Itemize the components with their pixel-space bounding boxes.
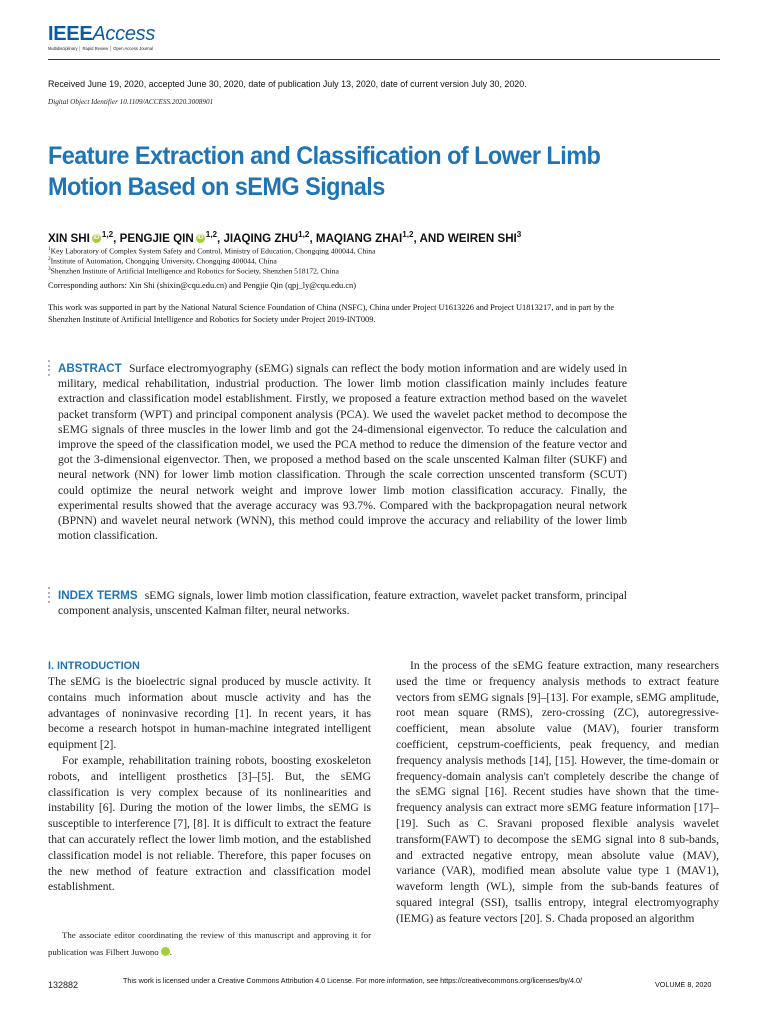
affiliation-2: [48, 256, 277, 266]
volume-info: VOLUME 8, 2020: [655, 980, 712, 989]
logo-ieee: IEEE: [48, 23, 93, 45]
author-separator: ,: [216, 231, 224, 245]
affiliation-3: [48, 266, 339, 276]
editor-footnote: The associate editor coordinating the review of this manuscript and approving it for publication was Filbert Juwono iD.: [48, 930, 371, 957]
affiliation-number: 1: [48, 246, 51, 252]
author-affiliation-sup: 1,2: [402, 230, 414, 239]
orcid-icon[interactable]: iD: [93, 234, 100, 241]
index-terms-text: sEMG signals, lower limb motion classification, feature extraction, wavelet packet transform, principal component analysis, unscented Kalman filter, neural networks.: [58, 589, 627, 618]
footnote-text: The associate editor coordinating the review of this manuscript and approving it for publication was Filbert Juwono: [48, 930, 371, 957]
author-affiliation-sup: 1,2: [298, 230, 310, 239]
logo-access: Access: [92, 23, 156, 45]
author-separator: , AND: [413, 231, 448, 245]
affiliation-text: Institute of Automation, Chongqing University, Chongqing 400044, China: [50, 256, 277, 266]
index-terms: [58, 588, 627, 618]
dots-icon: [48, 360, 52, 378]
affiliation-text: Shenzhen Institute of Artificial Intelligence and Robotics for Society, Shenzhen 518172, China: [50, 266, 339, 276]
orcid-icon[interactable]: iD: [161, 947, 170, 956]
abstract: [58, 361, 627, 543]
logo-tagline: Multidisciplinary │ Rapid Review │ Open Access Journal: [48, 46, 153, 51]
affiliation-text: Key Laboratory of Complex System Safety and Control, Ministry of Education, Chongqing 400044, China: [50, 246, 376, 256]
author-name: MAQIANG ZHAI: [315, 231, 403, 245]
index-terms-heading: INDEX TERMS: [58, 589, 138, 602]
section-heading-introduction: I. INTRODUCTION: [48, 660, 140, 672]
dots-icon: [48, 587, 52, 605]
author-name: WEIREN SHI: [447, 231, 517, 245]
header-rule: [48, 59, 720, 60]
author-affiliation-sup: 3: [516, 230, 522, 239]
paragraph: The sEMG is the bioelectric signal produced by muscle activity. It contains much information about muscle activity and has the advantages of noninvasive recording [1]. In recent years, it has become a research hotspot in human-machine integrated intelligent equipment [2].: [48, 675, 371, 752]
abstract-text: Surface electromyography (sEMG) signals can reflect the body motion information and are widely used in military, medical rehabilitation, industrial production. The lower limb motion classification mainly includes feature extraction and classification model establishment. Firstly, we proposed a feature extraction method based on the wavelet packet transform (WPT) and principal component analysis (PCA). We used the wavelet packet method to decompose the sEMG signals of three muscles in the lower limb and got the 24-dimensional eigenvector. To reduce the calculation and improve the speed of the classification model, we used the PCA method to reduce the dimension of the feature vector and got the 3-dimensional eigenvector. Then, we proposed a method based on the scale unscented Kalman filter (SUKF) and neural network (NN) for lower limb motion classification. Through the scale correction unscented transform (SCUT) could optimize the neural network weight and improve lower limb motion classification accuracy. Finally, the experimental results showed that the average accuracy was 93.7%. Compared with the backpropagation neural network (BPNN) and wavelet neural network (WNN), this method could improve the accuracy and reliability of the lower limb motion classification.: [58, 362, 627, 543]
affiliation-1: [48, 246, 375, 256]
abstract-heading: ABSTRACT: [58, 362, 122, 375]
license-note[interactable]: This work is licensed under a Creative Commons Attribution 4.0 License. For more information, see https://creativecommons.org/licenses/by/4.0/: [123, 976, 583, 985]
author-name: JIAQING ZHU: [223, 231, 299, 245]
author-affiliation-sup: 1,2: [101, 230, 114, 239]
author-name: PENGJIE QIN: [119, 231, 194, 245]
author-name: XIN SHI: [48, 231, 90, 245]
orcid-icon[interactable]: iD: [197, 234, 204, 241]
author-separator: ,: [309, 231, 316, 245]
received-dates: Received June 19, 2020, accepted June 30, 2020, date of publication July 13, 2020, date of current version July 30, 2020.: [48, 79, 527, 89]
page-number: 132882: [48, 980, 79, 990]
author-list: [48, 230, 521, 245]
right-column: [396, 658, 719, 927]
affiliation-number: 2: [48, 256, 51, 262]
doi: Digital Object Identifier 10.1109/ACCESS.2020.3008901: [48, 98, 214, 106]
affiliation-number: 3: [48, 266, 51, 272]
paragraph: For example, rehabilitation training robots, boosting exoskeleton robots, and intelligent prosthetics [3]–[5]. But, the sEMG classification is very complex because of its nonlinearities and instability [6]. During the motion of the lower limbs, the sEMG is susceptible to interference [7], [8]. It is difficult to extract the feature that can accurately reflect the lower limb motion, and the established classification model is not reliable. Therefore, this paper focuses on the new method of feature extraction and classification model establishment.: [48, 753, 371, 894]
paragraph: In the process of the sEMG feature extraction, many researchers used the time or frequency analysis methods to extract feature vectors from sEMG signals [9]–[13]. For example, sEMG amplitude, root mean square (RMS), zero-crossing (ZC), autoregressive-coefficient, mean absolute value (MAV), fourier transform coefficient, cepstrum-coefficients, peak frequency, and median frequency analysis methods [14], [15]. However, the time-domain or frequency-domain analysis can't completely describe the change of the sEMG signal [16]. Recent studies have shown that the time-frequency analysis can extract more sEMG feature information [17]–[19]. Such as C. Sravani proposed flexible analysis wavelet transform(FAWT) to decompose the sEMG signal into 8 sub-bands, and extracted negative entropy, mean absolute value (MAV), variance (VAR), modified mean absolute value type 1 (MAV1), waveform length (WL), simple from the sub-bands features of squared integral (SSI), tsallis entropy, integral electromyography (IEMG) as feature vectors [20]. S. Chada proposed an algorithm: [396, 659, 719, 925]
corresponding-authors: Corresponding authors: Xin Shi (shixin@cqu.edu.cn) and Pengjie Qin (qpj_ly@cqu.edu.cn): [48, 281, 357, 290]
funding-statement: This work was supported in part by the National Natural Science Foundation of China (NSFC), China under Project U1613226 and Project U1813217, and in part by the Shenzhen Institute of Artificial Intelligence and Robotics for Society under Project 2019-INT009.: [48, 303, 615, 324]
left-column: [48, 658, 371, 895]
author-affiliation-sup: 1,2: [205, 230, 217, 239]
journal-logo: [48, 24, 155, 44]
author-separator: ,: [113, 231, 120, 245]
paper-title: Feature Extraction and Classification of Lower Limb Motion Based on sEMG Signals: [48, 142, 601, 201]
